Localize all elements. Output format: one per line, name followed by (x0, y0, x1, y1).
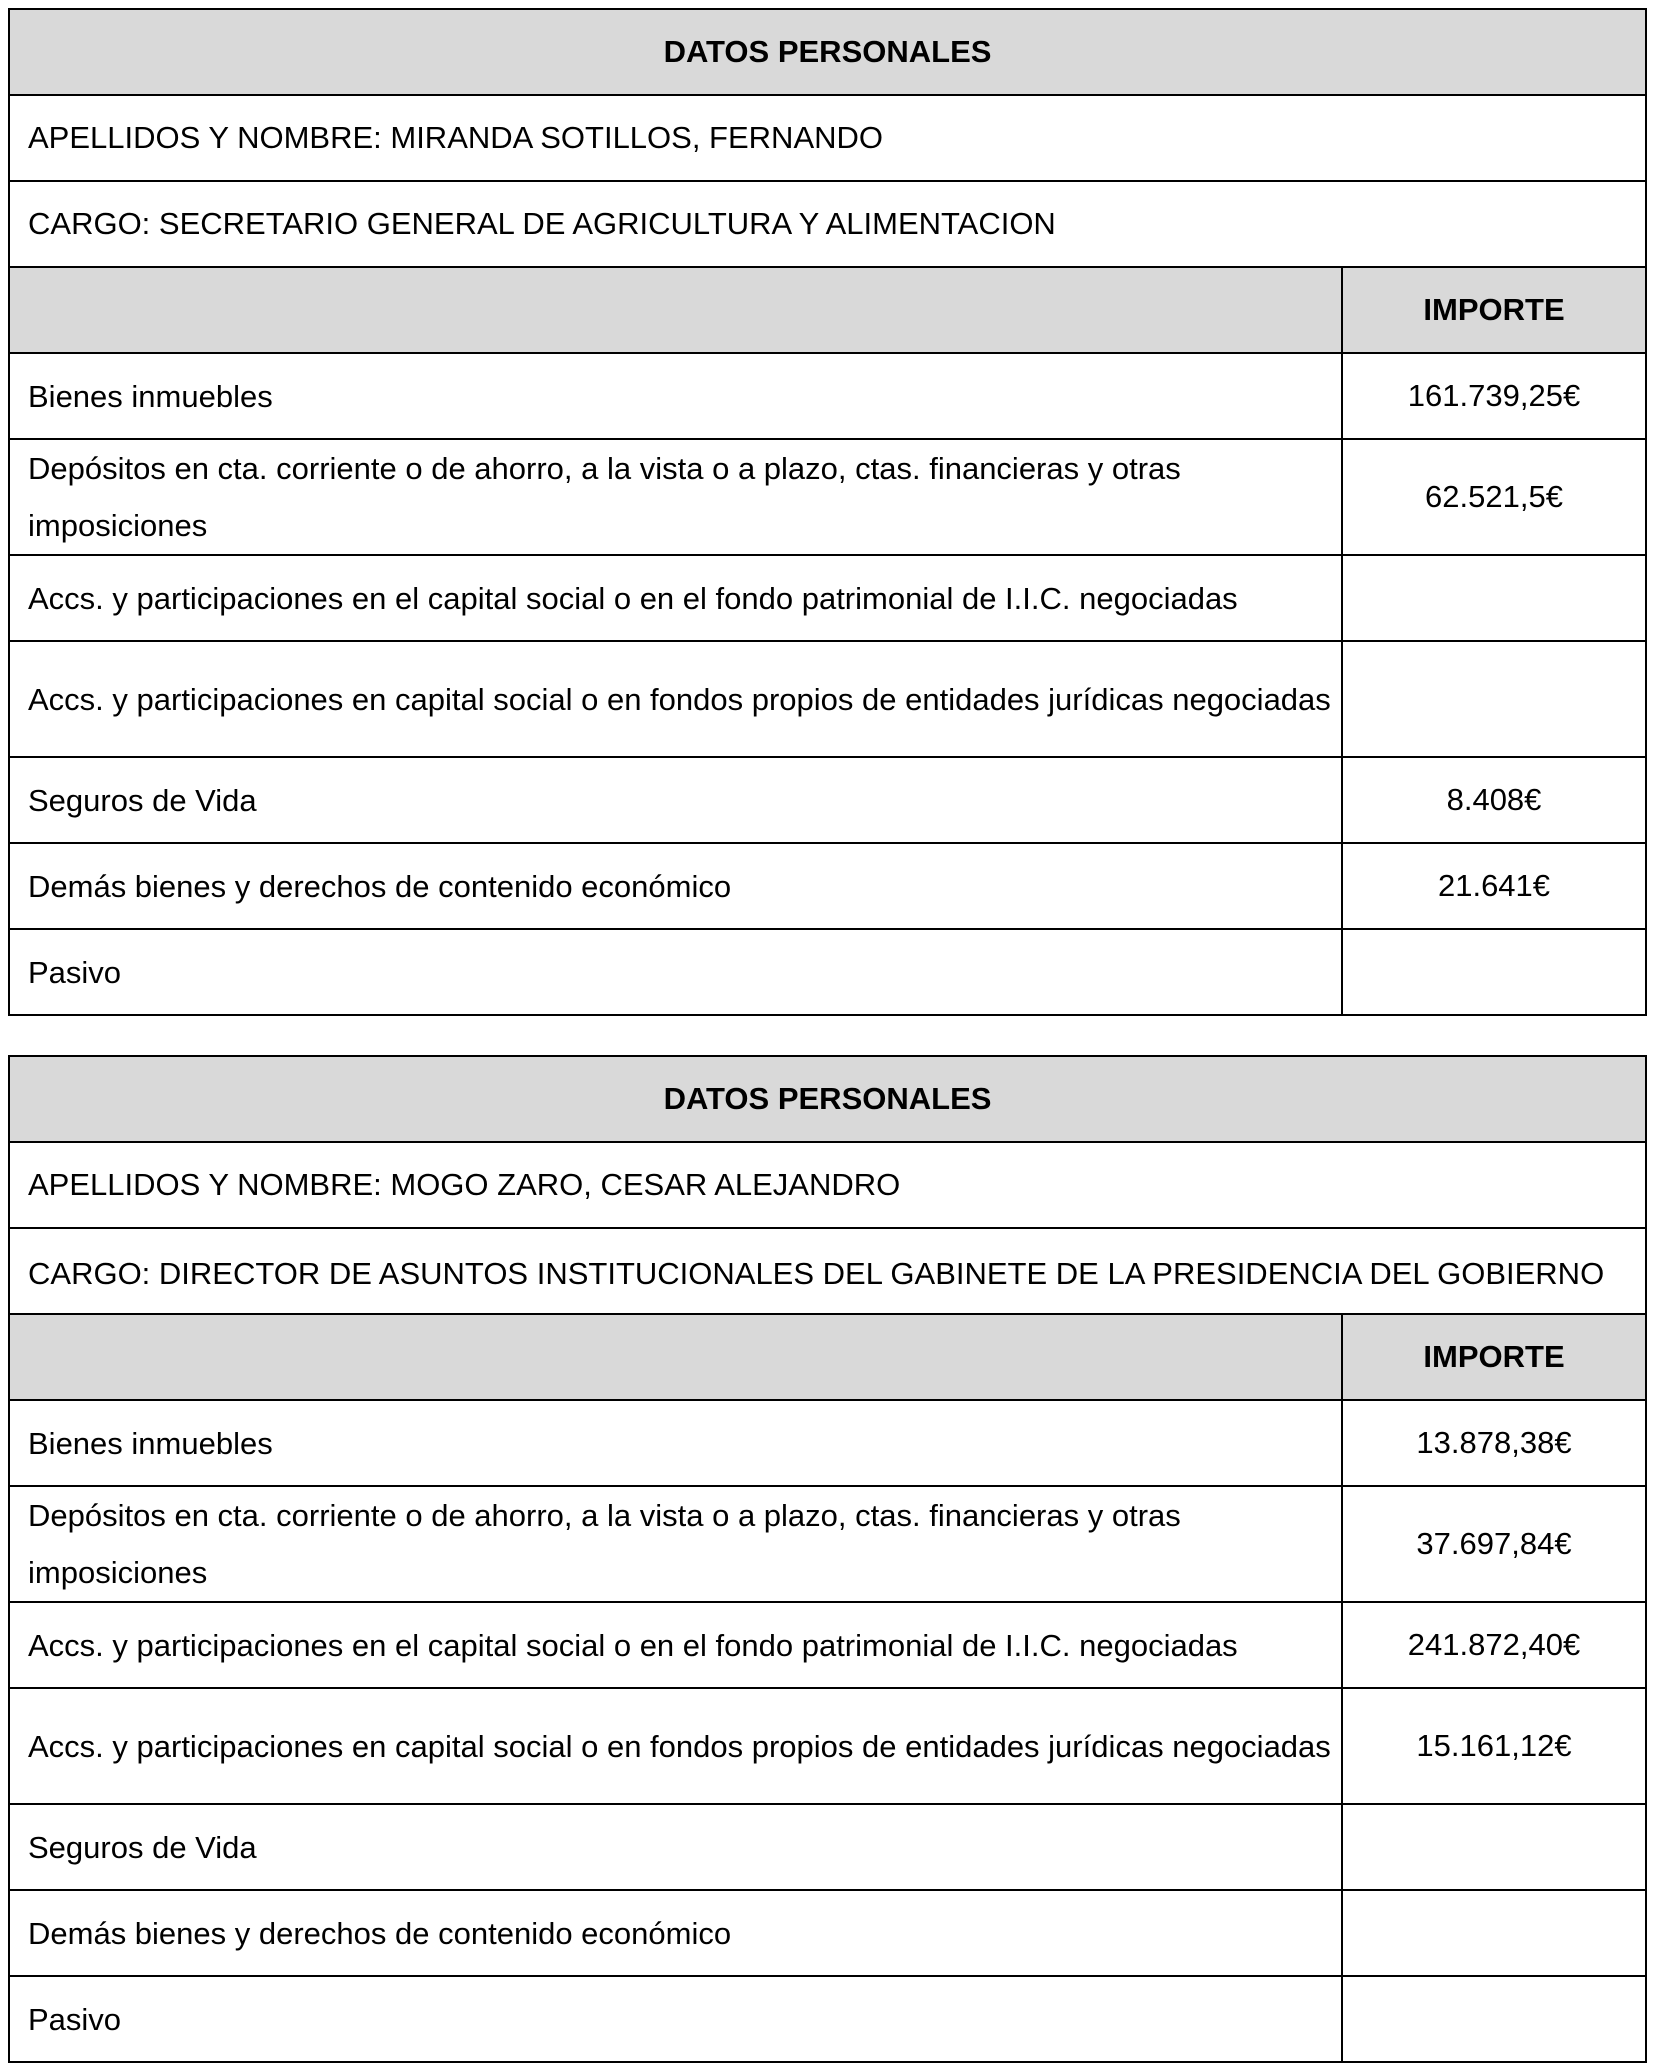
table-row (9, 641, 1646, 757)
row-label: Depósitos en cta. corriente o de ahorro, a la vista o a plazo, ctas. financieras y otras imposiciones (9, 1486, 1342, 1602)
section-header: DATOS PERSONALES (9, 1056, 1646, 1142)
row-label: Accs. y participaciones en el capital social o en el fondo patrimonial de I.I.C. negociadas (9, 1602, 1342, 1688)
row-amount: 37.697,84€ (1342, 1486, 1646, 1602)
row-label: Seguros de Vida (9, 757, 1342, 843)
row-amount (1342, 929, 1646, 1015)
row-amount (1342, 1976, 1646, 2062)
row-label: Depósitos en cta. corriente o de ahorro, a la vista o a plazo, ctas. financieras y otras imposiciones (9, 439, 1342, 555)
row-amount: 62.521,5€ (1342, 439, 1646, 555)
row-amount (1342, 1804, 1646, 1890)
table-row (9, 757, 1646, 843)
row-amount: 13.878,38€ (1342, 1400, 1646, 1486)
table-row (9, 1486, 1646, 1602)
cargo-line: CARGO: DIRECTOR DE ASUNTOS INSTITUCIONALES DEL GABINETE DE LA PRESIDENCIA DEL GOBIERNO (9, 1228, 1646, 1314)
row-label: Accs. y participaciones en capital social o en fondos propios de entidades jurídicas negociadas (9, 1688, 1342, 1804)
row-label: Pasivo (9, 1976, 1342, 2062)
table-row (9, 555, 1646, 641)
row-label: Bienes inmuebles (9, 353, 1342, 439)
table-row (9, 439, 1646, 555)
amount-header: IMPORTE (1342, 1314, 1646, 1400)
table-row (9, 353, 1646, 439)
table-row (9, 1602, 1646, 1688)
row-amount: 161.739,25€ (1342, 353, 1646, 439)
row-label: Demás bienes y derechos de contenido económico (9, 843, 1342, 929)
amount-header-spacer (9, 267, 1342, 353)
row-label: Accs. y participaciones en el capital social o en el fondo patrimonial de I.I.C. negociadas (9, 555, 1342, 641)
row-amount (1342, 641, 1646, 757)
amount-header-spacer (9, 1314, 1342, 1400)
declaration-table-2 (8, 1055, 1647, 2063)
row-amount: 8.408€ (1342, 757, 1646, 843)
row-label: Accs. y participaciones en capital social o en fondos propios de entidades jurídicas negociadas (9, 641, 1342, 757)
row-amount (1342, 1890, 1646, 1976)
table-row (9, 1400, 1646, 1486)
row-label: Demás bienes y derechos de contenido económico (9, 1890, 1342, 1976)
declaration-table-1 (8, 8, 1647, 1016)
table-row (9, 1890, 1646, 1976)
table-row (9, 843, 1646, 929)
row-label: Pasivo (9, 929, 1342, 1015)
name-line: APELLIDOS Y NOMBRE: MIRANDA SOTILLOS, FERNANDO (9, 95, 1646, 181)
amount-header: IMPORTE (1342, 267, 1646, 353)
table-row (9, 1688, 1646, 1804)
row-amount: 241.872,40€ (1342, 1602, 1646, 1688)
row-amount: 21.641€ (1342, 843, 1646, 929)
name-line: APELLIDOS Y NOMBRE: MOGO ZARO, CESAR ALEJANDRO (9, 1142, 1646, 1228)
cargo-line: CARGO: SECRETARIO GENERAL DE AGRICULTURA Y ALIMENTACION (9, 181, 1646, 267)
row-label: Seguros de Vida (9, 1804, 1342, 1890)
row-label: Bienes inmuebles (9, 1400, 1342, 1486)
table-row (9, 929, 1646, 1015)
row-amount (1342, 555, 1646, 641)
section-header: DATOS PERSONALES (9, 9, 1646, 95)
row-amount: 15.161,12€ (1342, 1688, 1646, 1804)
table-row (9, 1804, 1646, 1890)
table-row (9, 1976, 1646, 2062)
